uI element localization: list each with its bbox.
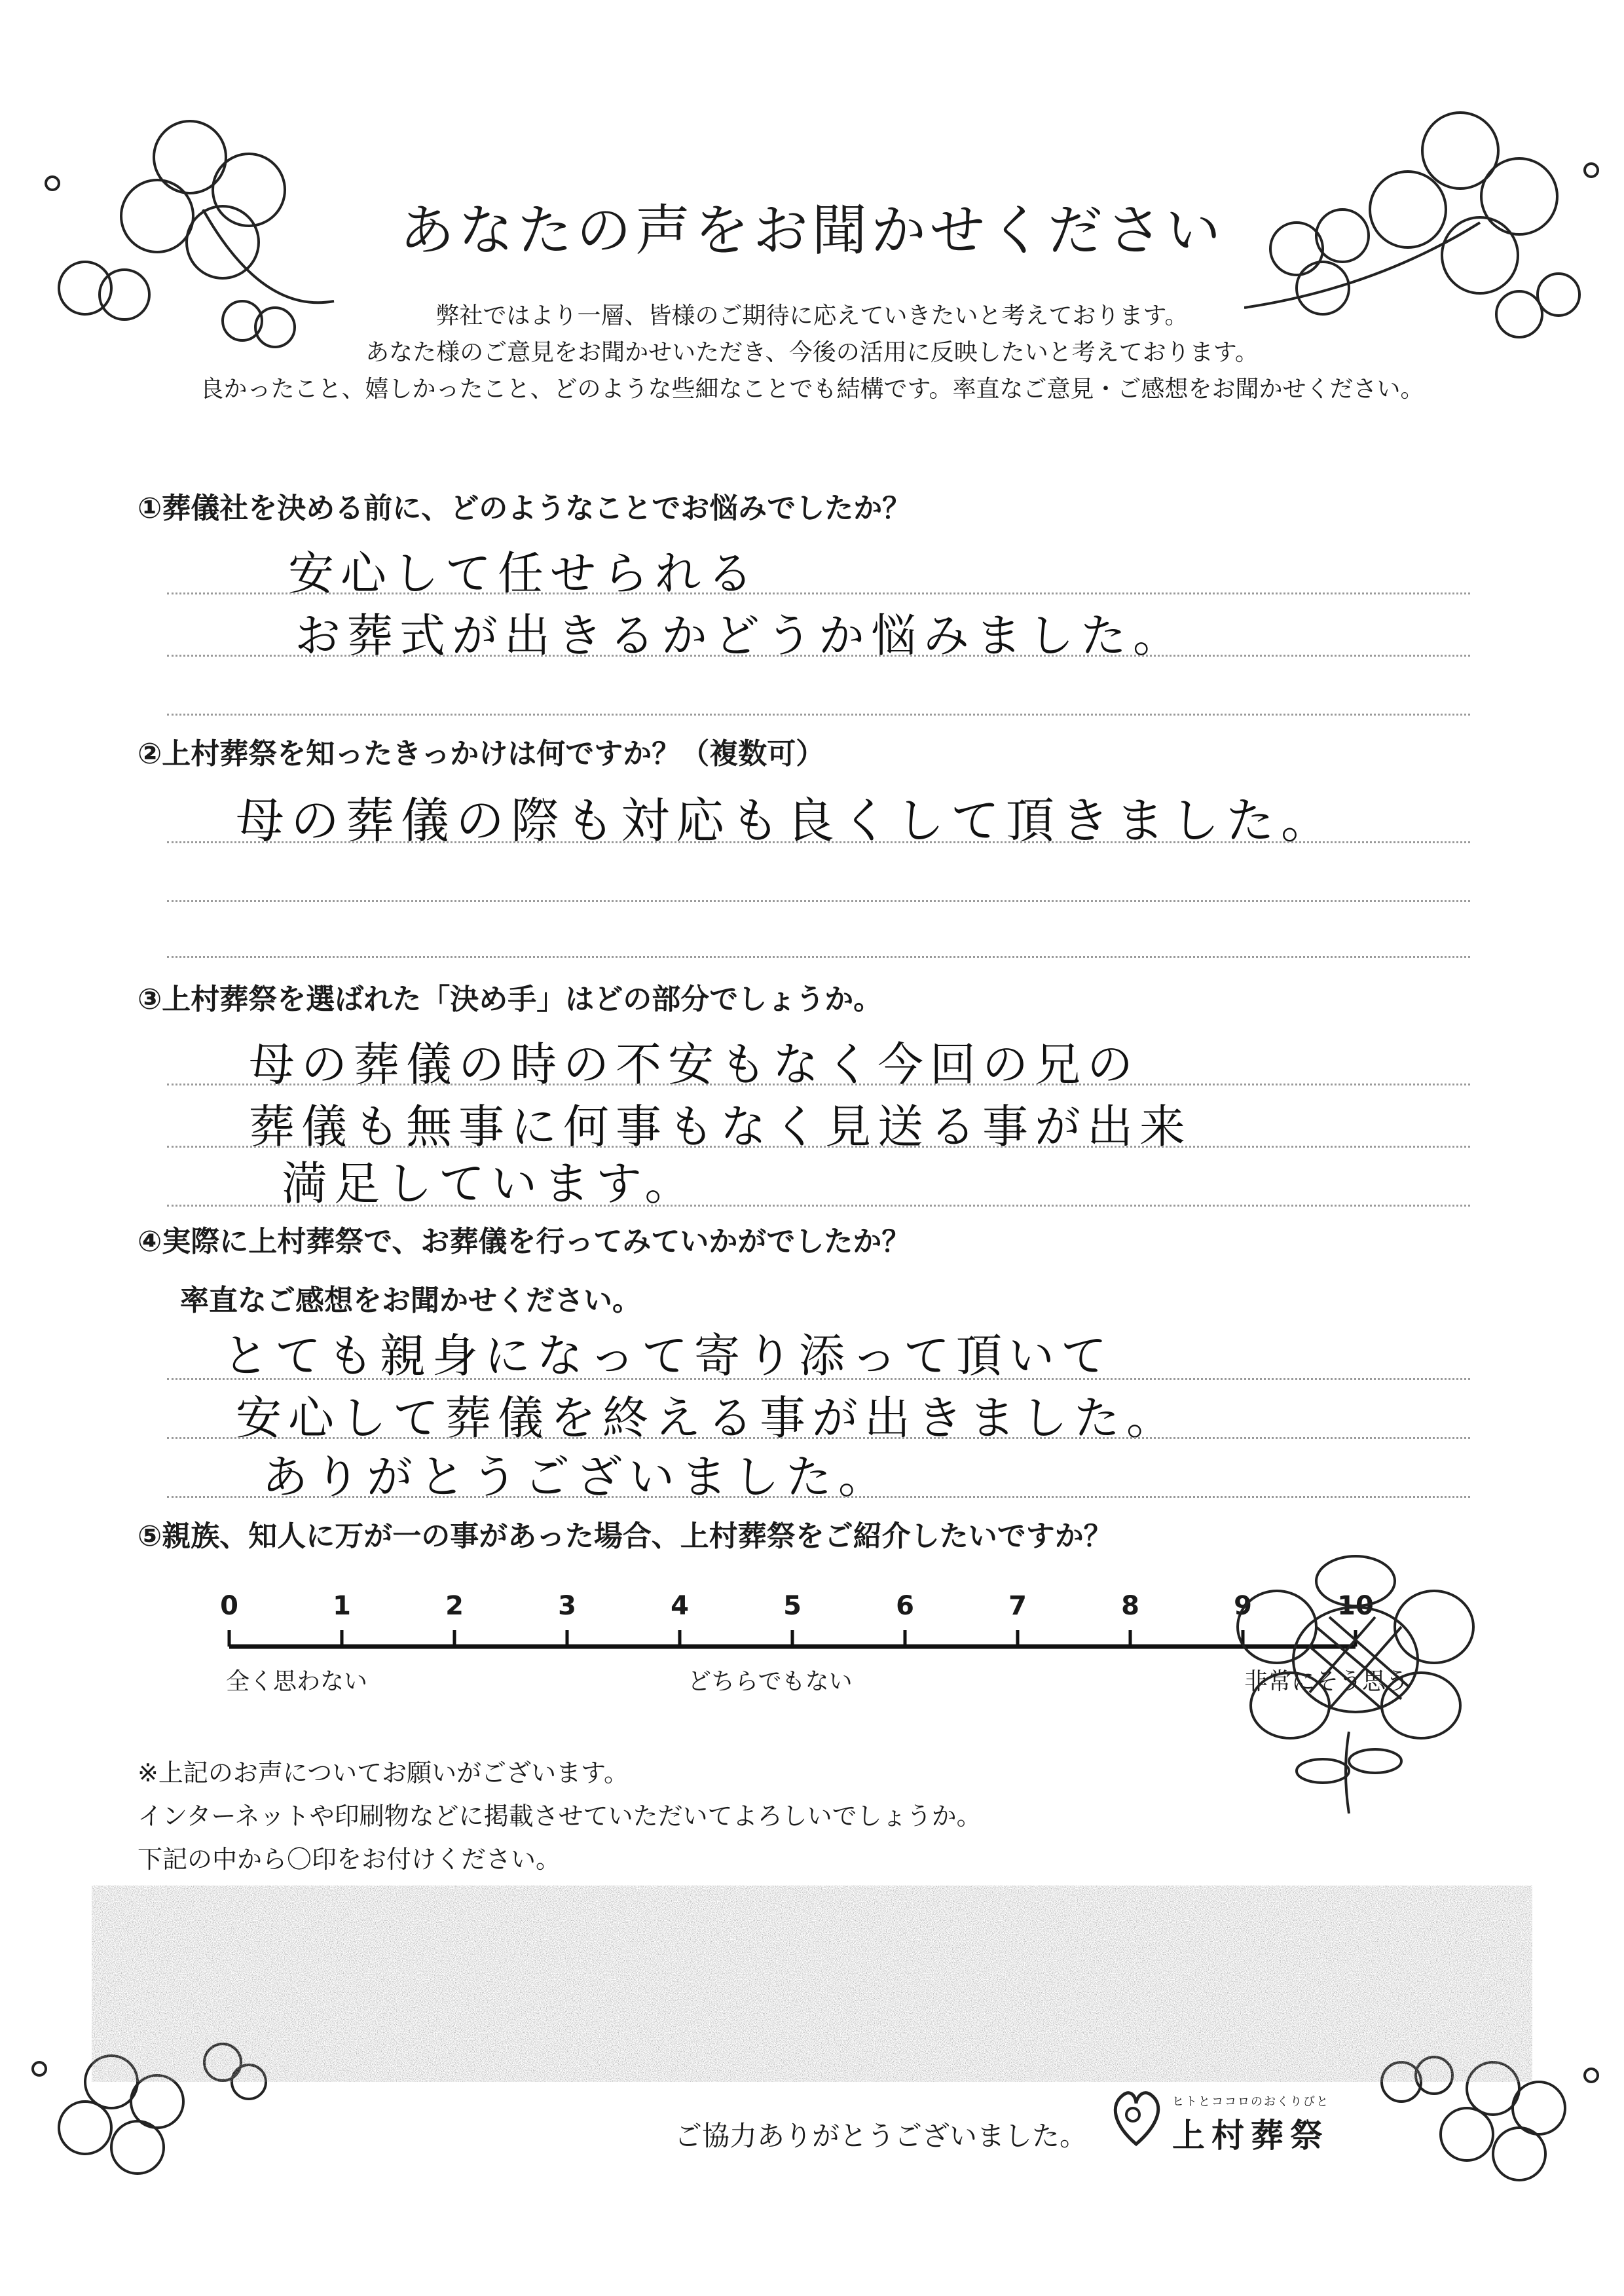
scale-number-7: 7 bbox=[1008, 1591, 1027, 1621]
question-1: ①葬儀社を決める前に、どのようなことでお悩みでしたか？ bbox=[138, 492, 912, 525]
answer-rule bbox=[167, 956, 1470, 958]
selected-rating-flower-mark bbox=[1211, 1555, 1500, 1817]
answer-3-line-1: 母の葬儀の時の不安もなく今回の兄の bbox=[249, 1038, 1139, 1091]
scale-number-5: 5 bbox=[783, 1591, 802, 1621]
scale-number-10: 10 bbox=[1337, 1591, 1374, 1621]
answer-rule bbox=[167, 900, 1470, 902]
redacted-area bbox=[92, 1886, 1532, 2082]
scale-number-3: 3 bbox=[558, 1591, 576, 1621]
scale-label-mid: どちらでもない bbox=[688, 1668, 853, 1695]
answer-rule bbox=[167, 655, 1470, 657]
answer-4-line-2: 安心して葬儀を終える事が出きました。 bbox=[236, 1391, 1179, 1445]
answer-rule bbox=[167, 1205, 1470, 1207]
scale-number-4: 4 bbox=[671, 1591, 689, 1621]
answer-1-line-1: 安心して任せられる bbox=[288, 547, 760, 600]
scale-number-8: 8 bbox=[1121, 1591, 1139, 1621]
note-line-2: インターネットや印刷物などに掲載させていただいてよろしいでしょうか。 bbox=[138, 1802, 982, 1831]
answer-rule bbox=[167, 592, 1470, 594]
answer-rule bbox=[167, 714, 1470, 716]
scale-number-6: 6 bbox=[896, 1591, 914, 1621]
intro-line-2: あなた様のご意見をお聞かせいただき、今後の活用に反映したいと考えております。 bbox=[365, 339, 1259, 366]
answer-rule bbox=[167, 1437, 1470, 1439]
brand-tagline: ヒトとココロのおくりびと bbox=[1172, 2095, 1329, 2109]
scale-label-low: 全く思わない bbox=[226, 1668, 368, 1695]
answer-3-line-3: 満足しています。 bbox=[282, 1157, 697, 1211]
heart-logo-icon bbox=[1107, 2085, 1166, 2151]
question-4: ④実際に上村葬祭で、お葬儀を行ってみていかがでしたか？ bbox=[138, 1225, 911, 1258]
intro-line-3: 良かったこと、嬉しかったこと、どのような些細なことでも結構です。率直なご意見・ご感想をお聞かせください。 bbox=[200, 376, 1424, 403]
page-title: あなたの声をお聞かせください bbox=[399, 198, 1225, 263]
scale-number-2: 2 bbox=[445, 1591, 464, 1621]
intro-line-1: 弊社ではより一層、皆様のご期待に応えていきたいと考えております。 bbox=[435, 302, 1189, 329]
scale-number-9: 9 bbox=[1234, 1591, 1252, 1621]
question-2: ②上村葬祭を知ったきっかけは何ですか？（複数可） bbox=[138, 737, 825, 771]
permission-note bbox=[138, 1751, 982, 1881]
thanks-text: ご協力ありがとうございました。 bbox=[674, 2120, 1088, 2152]
brand-name: 上村葬祭 bbox=[1172, 2117, 1329, 2155]
scale-number-1: 1 bbox=[333, 1591, 351, 1621]
intro-text bbox=[0, 298, 1624, 408]
question-4-sub: 率直なご感想をお聞かせください。 bbox=[180, 1284, 641, 1317]
answer-rule bbox=[167, 841, 1470, 843]
note-line-1: ※上記のお声についてお願いがございます。 bbox=[138, 1758, 629, 1787]
note-line-3: 下記の中から〇印をお付けください。 bbox=[138, 1845, 561, 1874]
answer-2-line-1: 母の葬儀の際も対応も良くして頂きました。 bbox=[236, 793, 1336, 849]
scale-label-high: 非常にそう思う bbox=[1244, 1668, 1410, 1695]
question-5: ⑤親族、知人に万が一の事があった場合、上村葬祭をご紹介したいですか？ bbox=[138, 1520, 1113, 1553]
answer-4-line-1: とても親身になって寄り添って頂いて bbox=[223, 1329, 1113, 1383]
answer-4-line-3: ありがとうございました。 bbox=[262, 1450, 891, 1504]
question-3: ③上村葬祭を選ばれた「決め手」はどの部分でしょうか。 bbox=[138, 983, 883, 1016]
scale-number-0: 0 bbox=[220, 1591, 238, 1621]
answer-rule bbox=[167, 1084, 1470, 1085]
answer-rule bbox=[167, 1496, 1470, 1498]
answer-1-line-2: お葬式が出きるかどうか悩みました。 bbox=[295, 609, 1185, 663]
answer-3-line-2: 葬儀も無事に何事もなく見送る事が出来 bbox=[249, 1100, 1192, 1154]
answer-rule bbox=[167, 1378, 1470, 1380]
